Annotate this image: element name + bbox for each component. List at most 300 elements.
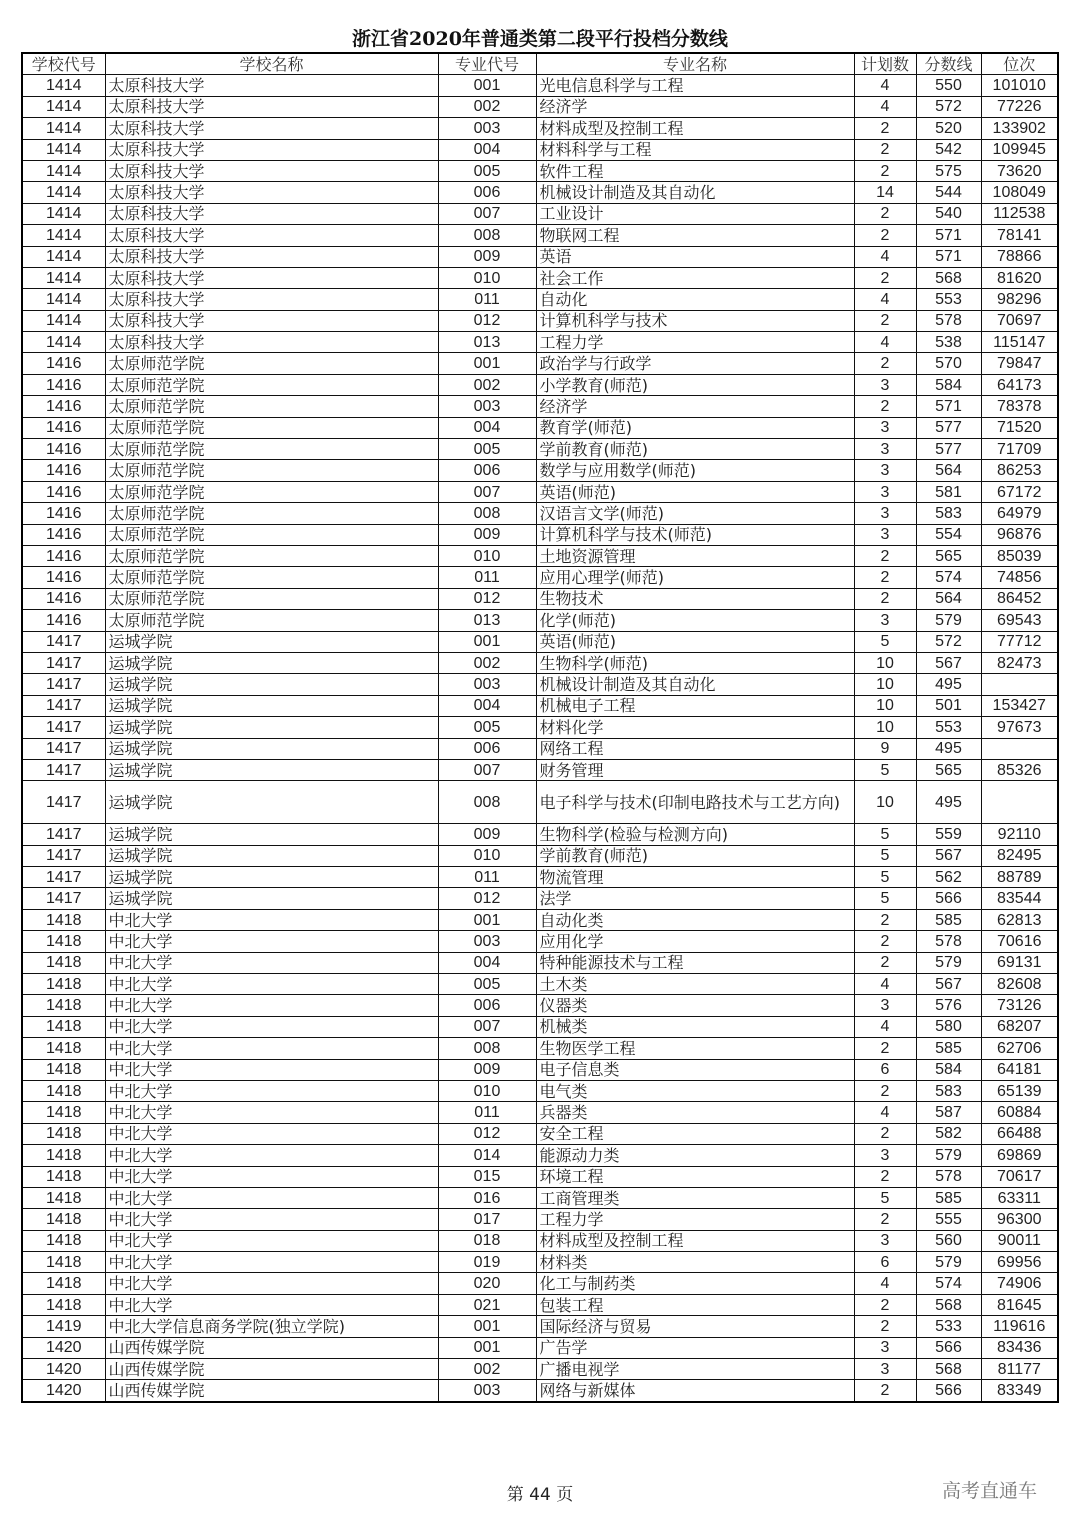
plan-count-cell: 2 (854, 139, 916, 160)
score-line-cell: 577 (916, 439, 981, 460)
score-line-cell: 579 (916, 952, 981, 973)
rank-cell: 69543 (981, 610, 1058, 631)
plan-count-cell: 4 (854, 246, 916, 267)
page-number: 第 44 页 (506, 1485, 574, 1505)
table-row (22, 396, 1058, 417)
table-row (22, 652, 1058, 673)
school-code-cell: 1418 (22, 1252, 105, 1273)
major-name-cell: 安全工程 (536, 1123, 854, 1144)
table-row (22, 717, 1058, 738)
school-name-cell: 山西传媒学院 (105, 1337, 438, 1358)
rank-cell: 86452 (981, 588, 1058, 609)
rank-cell: 115147 (981, 332, 1058, 353)
school-name-cell: 运城学院 (105, 867, 438, 888)
major-name-cell: 环境工程 (536, 1166, 854, 1187)
plan-count-cell: 3 (854, 460, 916, 481)
school-name-cell: 中北大学 (105, 909, 438, 930)
rank-cell: 112538 (981, 203, 1058, 224)
score-line-cell: 564 (916, 460, 981, 481)
table-row (22, 439, 1058, 460)
table-row (22, 995, 1058, 1016)
major-name-cell: 机械电子工程 (536, 695, 854, 716)
score-line-cell: 579 (916, 1252, 981, 1273)
major-code-cell: 002 (438, 1359, 536, 1380)
table-row (22, 952, 1058, 973)
major-code-cell: 001 (438, 75, 536, 96)
major-name-cell: 能源动力类 (536, 1145, 854, 1166)
major-code-cell: 004 (438, 695, 536, 716)
table-row (22, 289, 1058, 310)
school-name-cell: 太原科技大学 (105, 310, 438, 331)
major-name-cell: 生物技术 (536, 588, 854, 609)
school-code-cell: 1418 (22, 1230, 105, 1251)
major-code-cell: 001 (438, 909, 536, 930)
plan-count-cell: 3 (854, 417, 916, 438)
major-name-cell: 自动化类 (536, 909, 854, 930)
school-code-cell: 1417 (22, 867, 105, 888)
major-name-cell: 机械设计制造及其自动化 (536, 182, 854, 203)
table-row (22, 460, 1058, 481)
major-code-cell: 002 (438, 96, 536, 117)
plan-count-cell: 10 (854, 652, 916, 673)
rank-cell: 85326 (981, 759, 1058, 780)
school-name-cell: 运城学院 (105, 888, 438, 909)
rank-cell (981, 738, 1058, 759)
major-code-cell: 006 (438, 738, 536, 759)
rank-cell: 96300 (981, 1209, 1058, 1230)
rank-cell: 70617 (981, 1166, 1058, 1187)
plan-count-cell: 14 (854, 182, 916, 203)
score-line-cell: 495 (916, 674, 981, 695)
school-name-cell: 太原师范学院 (105, 610, 438, 631)
plan-count-cell: 3 (854, 1230, 916, 1251)
major-code-cell: 011 (438, 867, 536, 888)
header-rank: 位次 (981, 53, 1058, 75)
score-line-cell: 554 (916, 524, 981, 545)
score-line-cell: 542 (916, 139, 981, 160)
school-name-cell: 运城学院 (105, 695, 438, 716)
major-code-cell: 003 (438, 931, 536, 952)
plan-count-cell: 4 (854, 974, 916, 995)
score-line-cell: 579 (916, 610, 981, 631)
school-name-cell: 中北大学 (105, 974, 438, 995)
header-school-code: 学校代号 (22, 53, 105, 75)
school-name-cell: 太原科技大学 (105, 225, 438, 246)
major-name-cell: 包装工程 (536, 1294, 854, 1315)
school-name-cell: 太原师范学院 (105, 588, 438, 609)
school-code-cell: 1414 (22, 267, 105, 288)
school-code-cell: 1416 (22, 567, 105, 588)
major-code-cell: 012 (438, 1123, 536, 1144)
school-name-cell: 中北大学 (105, 1016, 438, 1037)
rank-cell: 70697 (981, 310, 1058, 331)
major-name-cell: 国际经济与贸易 (536, 1316, 854, 1337)
school-name-cell: 太原师范学院 (105, 353, 438, 374)
school-code-cell: 1416 (22, 610, 105, 631)
major-code-cell: 012 (438, 588, 536, 609)
score-line-cell: 585 (916, 909, 981, 930)
major-code-cell: 002 (438, 374, 536, 395)
rank-cell: 67172 (981, 481, 1058, 502)
school-name-cell: 太原科技大学 (105, 332, 438, 353)
plan-count-cell: 3 (854, 1145, 916, 1166)
plan-count-cell: 5 (854, 824, 916, 845)
major-name-cell: 汉语言文学(师范) (536, 503, 854, 524)
school-code-cell: 1418 (22, 995, 105, 1016)
major-code-cell: 001 (438, 1337, 536, 1358)
major-name-cell: 学前教育(师范) (536, 845, 854, 866)
table-row (22, 267, 1058, 288)
score-line-cell: 574 (916, 1273, 981, 1294)
major-code-cell: 017 (438, 1209, 536, 1230)
table-row (22, 75, 1058, 96)
score-line-cell: 571 (916, 225, 981, 246)
rank-cell: 69131 (981, 952, 1058, 973)
rank-cell: 78141 (981, 225, 1058, 246)
school-code-cell: 1414 (22, 118, 105, 139)
score-line-cell: 581 (916, 481, 981, 502)
rank-cell: 119616 (981, 1316, 1058, 1337)
table-row (22, 1273, 1058, 1294)
table-row (22, 545, 1058, 566)
score-line-cell: 495 (916, 781, 981, 824)
major-code-cell: 003 (438, 396, 536, 417)
major-name-cell: 自动化 (536, 289, 854, 310)
plan-count-cell: 5 (854, 845, 916, 866)
major-name-cell: 土地资源管理 (536, 545, 854, 566)
plan-count-cell: 2 (854, 203, 916, 224)
score-line-cell: 553 (916, 717, 981, 738)
school-code-cell: 1416 (22, 588, 105, 609)
score-line-cell: 565 (916, 759, 981, 780)
school-code-cell: 1416 (22, 374, 105, 395)
rank-cell: 64979 (981, 503, 1058, 524)
table-row (22, 1337, 1058, 1358)
major-code-cell: 005 (438, 974, 536, 995)
plan-count-cell: 2 (854, 545, 916, 566)
plan-count-cell: 2 (854, 1038, 916, 1059)
rank-cell: 101010 (981, 75, 1058, 96)
school-name-cell: 太原科技大学 (105, 182, 438, 203)
major-name-cell: 社会工作 (536, 267, 854, 288)
rank-cell: 73126 (981, 995, 1058, 1016)
major-name-cell: 学前教育(师范) (536, 439, 854, 460)
table-header-row (22, 53, 1058, 75)
score-line-cell: 580 (916, 1016, 981, 1037)
plan-count-cell: 3 (854, 1337, 916, 1358)
school-code-cell: 1418 (22, 1102, 105, 1123)
score-line-cell: 577 (916, 417, 981, 438)
major-code-cell: 009 (438, 524, 536, 545)
table-row (22, 96, 1058, 117)
score-line-cell: 568 (916, 1294, 981, 1315)
school-code-cell: 1414 (22, 160, 105, 181)
score-line-cell: 568 (916, 1359, 981, 1380)
plan-count-cell: 10 (854, 717, 916, 738)
plan-count-cell: 3 (854, 995, 916, 1016)
school-name-cell: 太原科技大学 (105, 160, 438, 181)
major-name-cell: 小学教育(师范) (536, 374, 854, 395)
rank-cell: 90011 (981, 1230, 1058, 1251)
plan-count-cell: 5 (854, 1187, 916, 1208)
school-code-cell: 1418 (22, 931, 105, 952)
major-name-cell: 化工与制药类 (536, 1273, 854, 1294)
school-name-cell: 太原科技大学 (105, 118, 438, 139)
table-row (22, 1187, 1058, 1208)
major-name-cell: 法学 (536, 888, 854, 909)
school-code-cell: 1417 (22, 738, 105, 759)
major-name-cell: 工商管理类 (536, 1187, 854, 1208)
table-row (22, 225, 1058, 246)
plan-count-cell: 4 (854, 75, 916, 96)
table-row (22, 1294, 1058, 1315)
school-name-cell: 中北大学 (105, 1230, 438, 1251)
school-code-cell: 1414 (22, 310, 105, 331)
major-name-cell: 特种能源技术与工程 (536, 952, 854, 973)
school-code-cell: 1414 (22, 96, 105, 117)
school-name-cell: 中北大学 (105, 995, 438, 1016)
rank-cell: 83349 (981, 1380, 1058, 1402)
major-name-cell: 应用心理学(师范) (536, 567, 854, 588)
table-row (22, 588, 1058, 609)
score-line-cell: 495 (916, 738, 981, 759)
major-code-cell: 012 (438, 310, 536, 331)
plan-count-cell: 4 (854, 1016, 916, 1037)
major-name-cell: 生物医学工程 (536, 1038, 854, 1059)
major-code-cell: 005 (438, 439, 536, 460)
major-name-cell: 工业设计 (536, 203, 854, 224)
score-line-cell: 544 (916, 182, 981, 203)
major-name-cell: 财务管理 (536, 759, 854, 780)
major-code-cell: 010 (438, 267, 536, 288)
school-name-cell: 太原科技大学 (105, 267, 438, 288)
rank-cell: 82495 (981, 845, 1058, 866)
table-row (22, 867, 1058, 888)
plan-count-cell: 2 (854, 310, 916, 331)
school-name-cell: 中北大学 (105, 1123, 438, 1144)
school-name-cell: 太原师范学院 (105, 396, 438, 417)
plan-count-cell: 2 (854, 1316, 916, 1337)
school-name-cell: 太原师范学院 (105, 374, 438, 395)
table-body (22, 75, 1058, 1402)
school-code-cell: 1418 (22, 1059, 105, 1080)
plan-count-cell: 6 (854, 1059, 916, 1080)
plan-count-cell: 2 (854, 1380, 916, 1402)
table-row (22, 1252, 1058, 1273)
rank-cell: 66488 (981, 1123, 1058, 1144)
table-row (22, 909, 1058, 930)
score-line-cell: 576 (916, 995, 981, 1016)
table-row (22, 1016, 1058, 1037)
table-row (22, 631, 1058, 652)
table-row (22, 567, 1058, 588)
school-name-cell: 太原师范学院 (105, 524, 438, 545)
school-code-cell: 1414 (22, 332, 105, 353)
plan-count-cell: 2 (854, 952, 916, 973)
rank-cell: 60884 (981, 1102, 1058, 1123)
table-row (22, 738, 1058, 759)
score-line-cell: 540 (916, 203, 981, 224)
plan-count-cell: 2 (854, 1080, 916, 1101)
score-line-cell: 566 (916, 1337, 981, 1358)
header-school-name: 学校名称 (105, 53, 438, 75)
school-code-cell: 1418 (22, 1145, 105, 1166)
school-name-cell: 中北大学 (105, 1166, 438, 1187)
score-line-cell: 578 (916, 310, 981, 331)
plan-count-cell: 5 (854, 867, 916, 888)
score-line-cell: 550 (916, 75, 981, 96)
rank-cell: 78866 (981, 246, 1058, 267)
school-name-cell: 运城学院 (105, 674, 438, 695)
school-code-cell: 1418 (22, 1294, 105, 1315)
rank-cell: 65139 (981, 1080, 1058, 1101)
rank-cell: 70616 (981, 931, 1058, 952)
rank-cell (981, 674, 1058, 695)
major-code-cell: 003 (438, 674, 536, 695)
major-code-cell: 018 (438, 1230, 536, 1251)
major-name-cell: 电子信息类 (536, 1059, 854, 1080)
school-name-cell: 太原师范学院 (105, 439, 438, 460)
score-line-cell: 584 (916, 374, 981, 395)
school-name-cell: 太原科技大学 (105, 139, 438, 160)
score-line-cell: 567 (916, 652, 981, 673)
score-line-cell: 585 (916, 1187, 981, 1208)
school-code-cell: 1420 (22, 1359, 105, 1380)
rank-cell: 71520 (981, 417, 1058, 438)
major-name-cell: 英语 (536, 246, 854, 267)
major-code-cell: 020 (438, 1273, 536, 1294)
rank-cell: 85039 (981, 545, 1058, 566)
school-name-cell: 山西传媒学院 (105, 1380, 438, 1402)
table-row (22, 524, 1058, 545)
school-name-cell: 运城学院 (105, 824, 438, 845)
major-name-cell: 计算机科学与技术 (536, 310, 854, 331)
school-name-cell: 太原师范学院 (105, 417, 438, 438)
table-row (22, 824, 1058, 845)
major-name-cell: 广播电视学 (536, 1359, 854, 1380)
score-line-cell: 565 (916, 545, 981, 566)
major-name-cell: 工程力学 (536, 1209, 854, 1230)
table-row (22, 888, 1058, 909)
school-code-cell: 1417 (22, 824, 105, 845)
plan-count-cell: 3 (854, 524, 916, 545)
school-name-cell: 太原师范学院 (105, 545, 438, 566)
school-name-cell: 中北大学信息商务学院(独立学院) (105, 1316, 438, 1337)
school-code-cell: 1418 (22, 1038, 105, 1059)
header-major-code: 专业代号 (438, 53, 536, 75)
major-name-cell: 机械类 (536, 1016, 854, 1037)
major-code-cell: 005 (438, 160, 536, 181)
table-row (22, 481, 1058, 502)
plan-count-cell: 6 (854, 1252, 916, 1273)
school-code-cell: 1416 (22, 524, 105, 545)
table-row (22, 353, 1058, 374)
rank-cell: 62813 (981, 909, 1058, 930)
plan-count-cell: 9 (854, 738, 916, 759)
major-code-cell: 010 (438, 845, 536, 866)
score-line-cell: 587 (916, 1102, 981, 1123)
score-line-cell: 574 (916, 567, 981, 588)
major-code-cell: 007 (438, 203, 536, 224)
school-name-cell: 中北大学 (105, 931, 438, 952)
score-line-cell: 568 (916, 267, 981, 288)
rank-cell: 83544 (981, 888, 1058, 909)
school-code-cell: 1418 (22, 909, 105, 930)
school-name-cell: 运城学院 (105, 781, 438, 824)
score-line-cell: 571 (916, 396, 981, 417)
school-code-cell: 1414 (22, 139, 105, 160)
rank-cell: 96876 (981, 524, 1058, 545)
plan-count-cell: 3 (854, 610, 916, 631)
school-code-cell: 1416 (22, 545, 105, 566)
school-code-cell: 1416 (22, 481, 105, 502)
table-row (22, 845, 1058, 866)
score-line-cell: 566 (916, 1380, 981, 1402)
major-code-cell: 007 (438, 759, 536, 780)
rank-cell: 86253 (981, 460, 1058, 481)
major-name-cell: 物流管理 (536, 867, 854, 888)
header-major-name: 专业名称 (536, 53, 854, 75)
major-code-cell: 005 (438, 717, 536, 738)
plan-count-cell: 2 (854, 931, 916, 952)
header-plan-count: 计划数 (854, 53, 916, 75)
school-code-cell: 1414 (22, 203, 105, 224)
table-row (22, 974, 1058, 995)
table-row (22, 332, 1058, 353)
rank-cell: 79847 (981, 353, 1058, 374)
rank-cell: 74856 (981, 567, 1058, 588)
plan-count-cell: 4 (854, 1273, 916, 1294)
school-code-cell: 1418 (22, 952, 105, 973)
major-code-cell: 007 (438, 481, 536, 502)
major-name-cell: 材料科学与工程 (536, 139, 854, 160)
school-name-cell: 运城学院 (105, 759, 438, 780)
school-name-cell: 中北大学 (105, 1102, 438, 1123)
document-title: 浙江省2020年普通类第二段平行投档分数线 (352, 28, 728, 50)
school-code-cell: 1416 (22, 460, 105, 481)
rank-cell: 74906 (981, 1273, 1058, 1294)
table-row (22, 374, 1058, 395)
major-name-cell: 材料类 (536, 1252, 854, 1273)
school-name-cell: 中北大学 (105, 1209, 438, 1230)
table-row (22, 1359, 1058, 1380)
school-code-cell: 1416 (22, 396, 105, 417)
school-code-cell: 1414 (22, 75, 105, 96)
major-name-cell: 英语(师范) (536, 481, 854, 502)
major-code-cell: 014 (438, 1145, 536, 1166)
plan-count-cell: 2 (854, 1294, 916, 1315)
school-code-cell: 1418 (22, 1273, 105, 1294)
school-name-cell: 运城学院 (105, 738, 438, 759)
school-code-cell: 1418 (22, 1016, 105, 1037)
school-name-cell: 太原师范学院 (105, 503, 438, 524)
rank-cell: 77226 (981, 96, 1058, 117)
plan-count-cell: 2 (854, 225, 916, 246)
school-code-cell: 1417 (22, 631, 105, 652)
plan-count-cell: 10 (854, 695, 916, 716)
school-code-cell: 1420 (22, 1380, 105, 1402)
school-code-cell: 1417 (22, 888, 105, 909)
plan-count-cell: 3 (854, 503, 916, 524)
table-row (22, 1209, 1058, 1230)
rank-cell: 64181 (981, 1059, 1058, 1080)
header-score-line: 分数线 (916, 53, 981, 75)
table-row (22, 1059, 1058, 1080)
school-name-cell: 运城学院 (105, 717, 438, 738)
major-code-cell: 002 (438, 652, 536, 673)
major-name-cell: 光电信息科学与工程 (536, 75, 854, 96)
plan-count-cell: 3 (854, 374, 916, 395)
